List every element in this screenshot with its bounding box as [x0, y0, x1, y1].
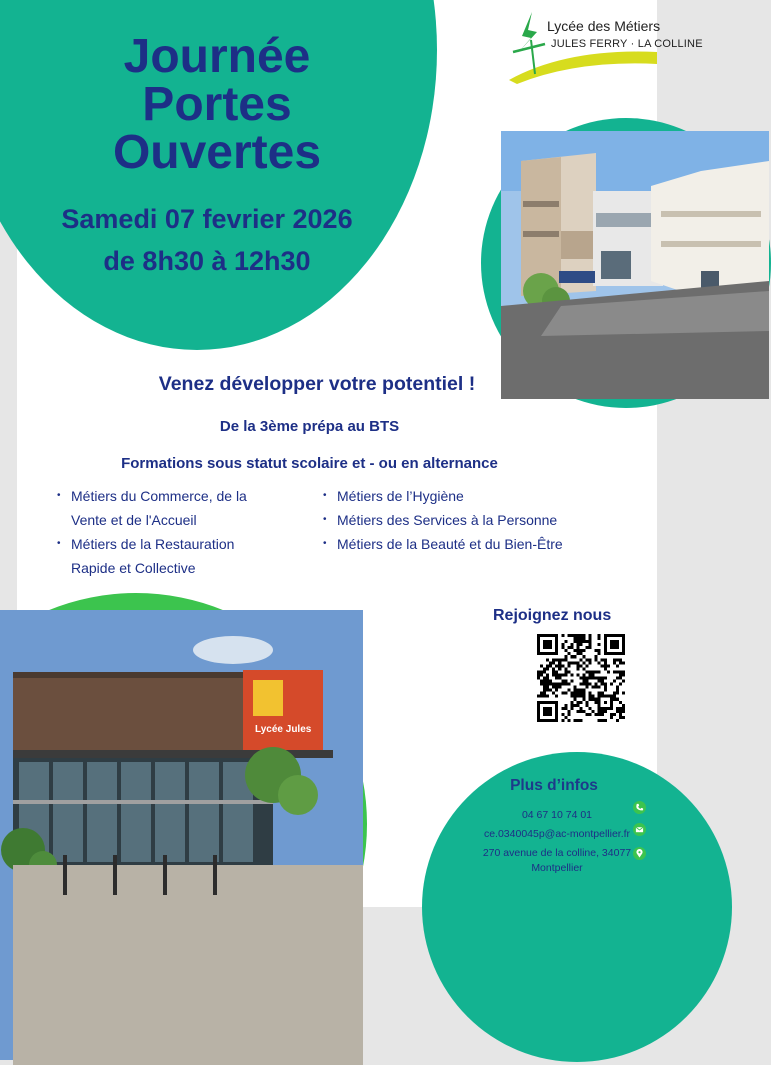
event-title — [57, 30, 377, 179]
mail-icon — [633, 823, 646, 836]
courtyard-illustration — [501, 131, 769, 399]
logo-line-1: Lycée des Métiers — [547, 18, 661, 34]
title-line-1: Journée — [123, 30, 311, 83]
program-commerce: • Métiers du Commerce, de la Vente et de l'Accueil — [57, 484, 307, 532]
info-background-shape — [422, 752, 732, 1062]
qr-code[interactable] — [537, 634, 625, 722]
flyer-page — [17, 0, 703, 907]
info-contacts — [447, 806, 667, 878]
program-restauration: • Métiers de la Restauration Rapide et Collective — [57, 532, 307, 580]
building-illustration — [0, 610, 363, 1060]
email-text[interactable]: ce.0340045p@ac-montpellier.fr — [483, 828, 631, 840]
logo-line-2: JULES FERRY · LA COLLINE — [551, 38, 703, 50]
address-line-1: 270 avenue de la colline, 34077 — [482, 847, 632, 859]
program-beaute: • Métiers de la Beauté et du Bien-Être — [323, 532, 623, 556]
school-logo — [507, 8, 703, 84]
building-sign-text: Lycée Jules — [255, 724, 312, 735]
event-hours: de 8h30 à 12h30 — [103, 246, 311, 276]
address-line-2: Montpellier — [531, 862, 583, 874]
event-date: Samedi 07 fevrier 2026 — [61, 204, 353, 234]
join-label: Rejoignez nous — [493, 607, 612, 624]
levels-text: De la 3ème prépa au BTS — [219, 418, 400, 435]
programs-list-left — [57, 484, 307, 580]
formations-text: Formations sous statut scolaire et - ou en alternance — [121, 455, 498, 472]
qr-code-graphic — [537, 634, 625, 722]
program-services: • Métiers des Services à la Personne — [323, 508, 623, 532]
school-building-photo — [0, 610, 363, 1060]
phone-icon — [633, 801, 646, 814]
info-title: Plus d’infos — [510, 777, 598, 794]
location-pin-icon — [633, 847, 646, 860]
program-hygiene: • Métiers de l’Hygiène — [323, 484, 623, 508]
school-courtyard-photo — [501, 131, 769, 399]
tagline: Venez développer votre potentiel ! — [158, 373, 476, 395]
title-line-3: Ouvertes — [112, 126, 322, 179]
title-line-2: Portes — [142, 78, 292, 131]
programs-list-right — [323, 484, 623, 556]
phone-text: 04 67 10 74 01 — [521, 809, 593, 821]
